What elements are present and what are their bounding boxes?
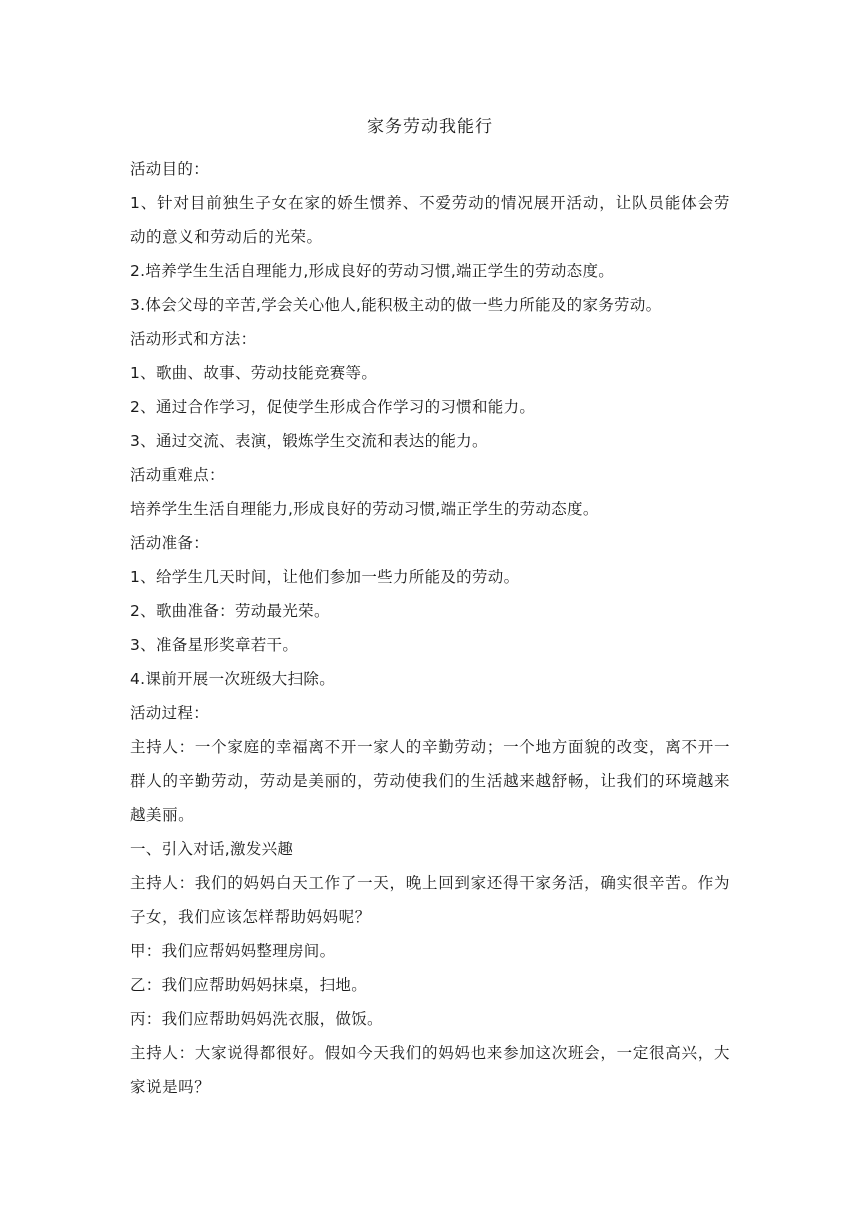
paragraph-host-question: 主持人：我们的妈妈白天工作了一天，晚上回到家还得干家务活，确实很辛苦。作为子女，我们应该怎样帮助妈妈呢？ — [130, 874, 730, 926]
section-heading-process: 活动过程： — [130, 704, 210, 722]
paragraph-host-intro: 主持人：一个家庭的幸福离不开一家人的辛勤劳动；一个地方面貌的改变，离不开一群人的辛勤劳动，劳动是美丽的，劳动使我们的生活越来越舒畅，让我们的环境越来越美丽。 — [130, 738, 730, 824]
subsection-heading-dialogue: 一、引入对话,激发兴趣 — [130, 840, 294, 858]
paragraph-answer-b: 乙：我们应帮助妈妈抹桌，扫地。 — [130, 976, 368, 994]
paragraph-answer-a: 甲：我们应帮妈妈整理房间。 — [130, 942, 336, 960]
section-heading-purpose: 活动目的： — [130, 160, 210, 178]
paragraph-preparation-1: 1、给学生几天时间，让他们参加一些力所能及的劳动。 — [130, 568, 520, 586]
paragraph-preparation-3: 3、准备星形奖章若干。 — [130, 636, 299, 654]
paragraph-purpose-3: 3.体会父母的辛苦,学会关心他人,能积极主动的做一些力所能及的家务劳动。 — [130, 296, 662, 314]
paragraph-answer-c: 丙：我们应帮助妈妈洗衣服，做饭。 — [130, 1010, 383, 1028]
paragraph-purpose-2: 2.培养学生生活自理能力,形成良好的劳动习惯,端正学生的劳动态度。 — [130, 262, 615, 280]
paragraph-key-points: 培养学生生活自理能力,形成良好的劳动习惯,端正学生的劳动态度。 — [130, 500, 599, 518]
section-heading-forms: 活动形式和方法： — [130, 330, 257, 348]
section-heading-preparation: 活动准备： — [130, 534, 210, 552]
document-title: 家务劳动我能行 — [367, 117, 493, 137]
paragraph-preparation-4: 4.课前开展一次班级大扫除。 — [130, 670, 335, 688]
section-heading-key-points: 活动重难点： — [130, 466, 225, 484]
paragraph-host-closing: 主持人：大家说得都很好。假如今天我们的妈妈也来参加这次班会，一定很高兴，大家说是吗？ — [130, 1044, 730, 1096]
document-body — [130, 152, 730, 1104]
paragraph-forms-3: 3、通过交流、表演，锻炼学生交流和表达的能力。 — [130, 432, 488, 450]
paragraph-preparation-2: 2、歌曲准备：劳动最光荣。 — [130, 602, 330, 620]
paragraph-forms-2: 2、通过合作学习，促使学生形成合作学习的习惯和能力。 — [130, 398, 536, 416]
paragraph-purpose-1: 1、针对目前独生子女在家的娇生惯养、不爱劳动的情况展开活动，让队员能体会劳动的意义和劳动后的光荣。 — [130, 194, 730, 246]
paragraph-forms-1: 1、歌曲、故事、劳动技能竞赛等。 — [130, 364, 378, 382]
